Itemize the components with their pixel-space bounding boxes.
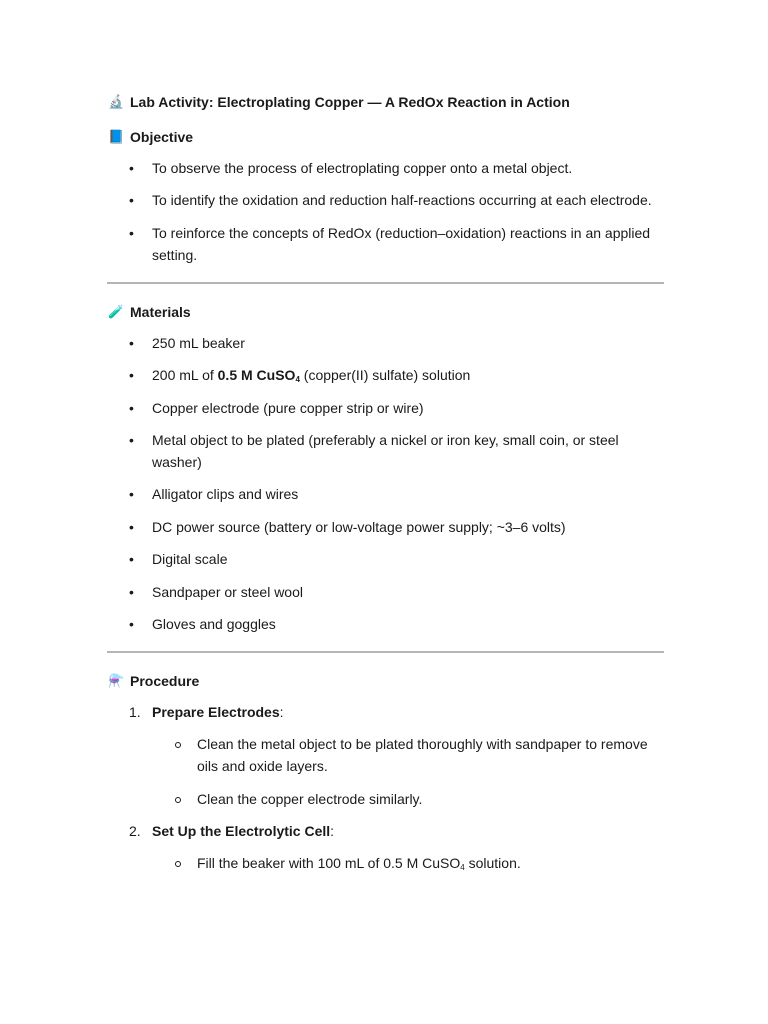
- list-item: • Alligator clips and wires: [108, 483, 663, 505]
- page-title: [108, 91, 663, 113]
- solution-formula: 0.5 M CuSO$_4$: [217, 367, 300, 385]
- list-item-solution: [108, 364, 663, 386]
- materials-heading-text: Materials: [130, 303, 191, 320]
- list-item: • Digital scale: [108, 548, 663, 570]
- list-item: • To observe the process of electroplating copper onto a metal object.: [108, 157, 663, 179]
- procedure-heading: [108, 670, 663, 692]
- substep-item: Fill the beaker with 100 mL of 0.5 M CuSO$_4$ solution.: [152, 852, 663, 874]
- procedure-steps: [108, 701, 663, 875]
- step-substeps: [152, 852, 663, 874]
- microscope-icon: 🔬: [108, 94, 125, 109]
- alembic-icon: ⚗️: [108, 672, 125, 688]
- list-item: • To reinforce the concepts of RedOx (reduction–oxidation) reactions in an applied setting.: [108, 222, 663, 266]
- substep-item: Clean the metal object to be plated thoroughly with sandpaper to remove oils and oxide layers.: [152, 733, 663, 777]
- materials-list: [108, 332, 663, 635]
- procedure-heading-text: Procedure: [130, 672, 200, 689]
- list-item: • Gloves and goggles: [108, 613, 663, 635]
- substep-item: Clean the copper electrode similarly.: [152, 788, 663, 810]
- step-title: Prepare Electrodes: [152, 703, 280, 720]
- section-divider: [107, 651, 664, 653]
- solution-suffix: (copper(II) sulfate) solution: [299, 367, 471, 384]
- procedure-step: 2. Set Up the Electrolytic Cell: Fill the beaker with 100 mL of 0.5 M CuSO$_4$ solution.: [108, 820, 663, 874]
- step-title: Set Up the Electrolytic Cell: [152, 823, 331, 840]
- test-tube-icon: 🧪: [108, 303, 125, 319]
- objective-heading: [108, 126, 663, 148]
- list-item: • 250 mL beaker: [108, 332, 663, 354]
- procedure-step: 1. Prepare Electrodes: Clean the metal object to be plated thoroughly with sandpaper to remove oils and oxide layers. Clean the copper electrode similarly.: [108, 701, 663, 810]
- list-item: • Copper electrode (pure copper strip or wire): [108, 397, 663, 419]
- book-icon: 📘: [108, 129, 125, 144]
- step-number: 1.: [129, 703, 141, 720]
- step-number: 2.: [129, 823, 141, 840]
- objective-list: [108, 157, 663, 266]
- page-title-text: Lab Activity: Electroplating Copper — A RedOx Reaction in Action: [130, 94, 570, 110]
- objective-heading-text: Objective: [130, 129, 194, 145]
- document-content: [108, 91, 663, 885]
- list-item: • To identify the oxidation and reduction half-reactions occurring at each electrode.: [108, 189, 663, 211]
- step-substeps: [152, 733, 663, 809]
- list-item: • Sandpaper or steel wool: [108, 581, 663, 603]
- list-item: • Metal object to be plated (preferably a nickel or iron key, small coin, or steel washer): [108, 429, 663, 473]
- list-item: • DC power source (battery or low-voltage power supply; ~3–6 volts): [108, 516, 663, 538]
- solution-prefix: 200 mL of: [152, 367, 218, 384]
- materials-heading: [108, 301, 663, 323]
- section-divider: [107, 282, 664, 284]
